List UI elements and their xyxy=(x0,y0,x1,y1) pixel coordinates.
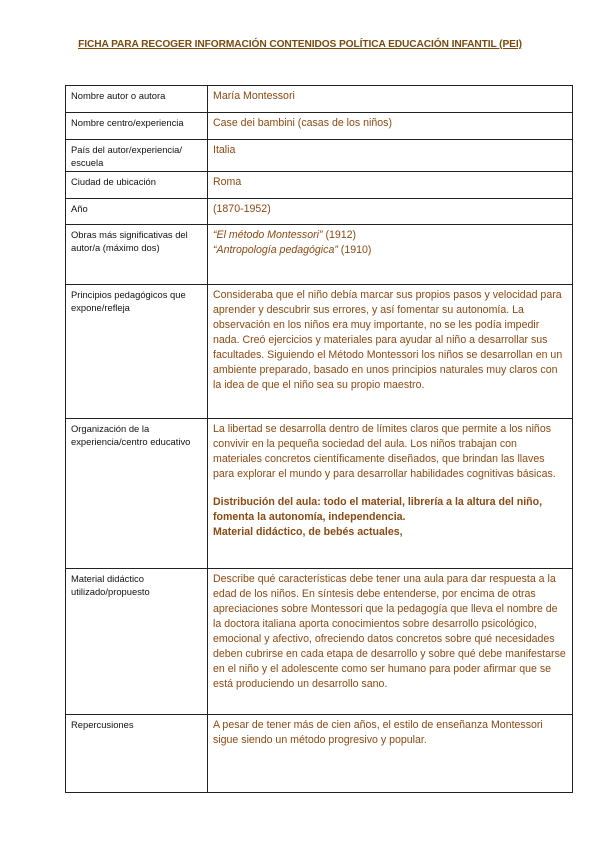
value-centro: Case dei bambini (casas de los niños) xyxy=(208,113,573,140)
organizacion-text: La libertad se desarrolla dentro de límites claros que permite a los niños convivir en la pequeña sociedad del aula. Los niños trabajan con materiales concretos científicamente diseñados, que brindan las llaves para explorar el mundo y para desarrollar habilidades cognitivas básicas. xyxy=(213,423,556,480)
row-autor xyxy=(66,86,573,113)
work-1-year: (1912) xyxy=(322,229,357,241)
label-obras: Obras más significativas del autor/a (máximo dos) xyxy=(66,225,208,285)
work-2-title: “Antropología pedagógica” xyxy=(213,244,338,256)
value-pais: Italia xyxy=(208,140,573,172)
label-autor: Nombre autor o autora xyxy=(66,86,208,113)
value-ciudad: Roma xyxy=(208,172,573,199)
work-1 xyxy=(213,228,567,243)
value-material: Describe qué características debe tener una aula para dar respuesta a la edad de los niños. En síntesis debe entenderse, por encima de otras apreciaciones sobre Montessori que la pedagogía que lleva el nombre de la doctora italiana aporta conocimientos sobre desarrollo psicológico, emocional y afectivo, ofreciendo datos concretos sobre qué necesidades deben cubrirse en cada etapa de desarrollo y sobre qué debe manifestarse en el niño y el adolescente como ser humano para poder afirmar que se está produciendo un desarrollo sano. xyxy=(208,569,573,715)
label-ciudad: Ciudad de ubicación xyxy=(66,172,208,199)
row-principios xyxy=(66,285,573,419)
row-repercusiones xyxy=(66,715,573,793)
label-material: Material didáctico utilizado/propuesto xyxy=(66,569,208,715)
value-autor: María Montessori xyxy=(208,86,573,113)
label-organizacion: Organización de la experiencia/centro educativo xyxy=(66,419,208,569)
work-2 xyxy=(213,243,567,258)
label-repercusiones: Repercusiones xyxy=(66,715,208,793)
value-organizacion xyxy=(208,419,573,569)
work-2-year: (1910) xyxy=(337,244,372,256)
document-title: FICHA PARA RECOGER INFORMACIÓN CONTENIDOS POLÍTICA EDUCACIÓN INFANTIL (PEI) xyxy=(78,39,522,50)
label-anio: Año xyxy=(66,199,208,225)
label-principios: Principios pedagógicos que expone/refleja xyxy=(66,285,208,419)
paragraph-gap xyxy=(213,482,567,495)
work-1-title: “El método Montessori” xyxy=(213,229,323,241)
value-principios: Consideraba que el niño debía marcar sus propios pasos y velocidad para aprender y descubrir sus errores, y así fomentar su autonomía. La observación en los niños era muy importante, no se les podía impedir nada. Creó ejercicios y materiales para ayudar al niño a desarrollar sus facultades. Siguiendo el Método Montessori los niños se desarrollan en un ambiente preparado, basado en unos principios naturales muy claros con la idea de que el niño sea su propio maestro. xyxy=(208,285,573,419)
row-pais xyxy=(66,140,573,172)
organizacion-bold-1: Distribución del aula: todo el material, librería a la altura del niño, fomenta la autonomía, independencia. xyxy=(213,496,543,523)
row-obras xyxy=(66,225,573,285)
value-obras xyxy=(208,225,573,285)
info-form-table xyxy=(65,85,573,793)
label-centro: Nombre centro/experiencia xyxy=(66,113,208,140)
row-material xyxy=(66,569,573,715)
label-pais: País del autor/experiencia/ escuela xyxy=(66,140,208,172)
row-centro xyxy=(66,113,573,140)
value-repercusiones: A pesar de tener más de cien años, el estilo de enseñanza Montessori sigue siendo un método progresivo y popular. xyxy=(208,715,573,793)
row-organizacion xyxy=(66,419,573,569)
row-anio xyxy=(66,199,573,225)
organizacion-bold-2: Material didáctico, de bebés actuales, xyxy=(213,526,403,538)
value-anio: (1870-1952) xyxy=(208,199,573,225)
row-ciudad xyxy=(66,172,573,199)
